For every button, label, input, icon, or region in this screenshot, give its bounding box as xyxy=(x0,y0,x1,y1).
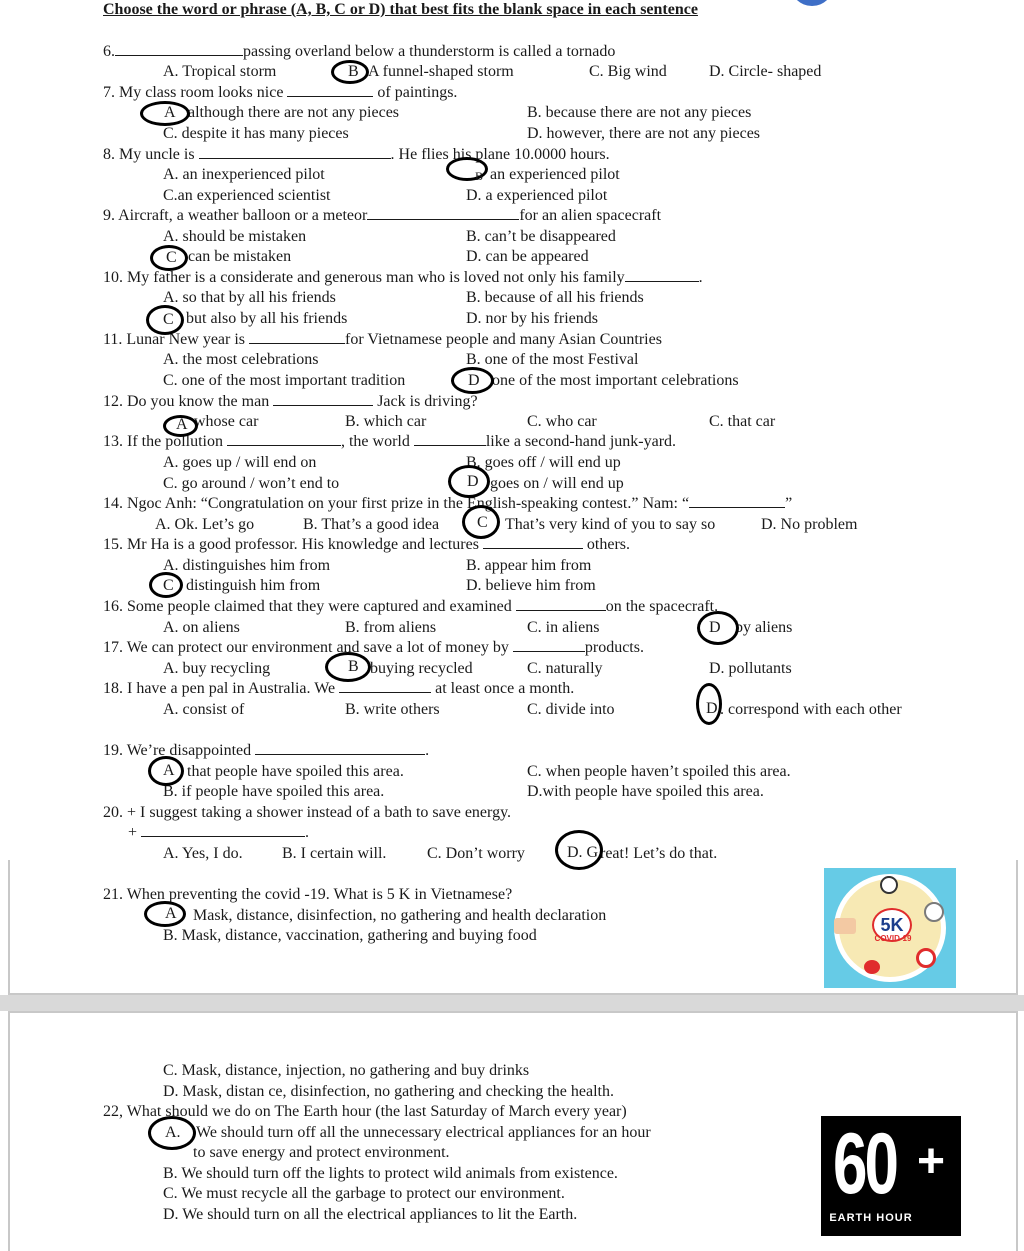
q10-option-d: D. nor by his friends xyxy=(466,310,598,327)
q18-option-a: A. consist of xyxy=(163,701,245,718)
question-22: 22, What should we do on The Earth hour (the last Saturday of March every year) xyxy=(103,1103,627,1120)
q13-option-c: C. go around / won’t end to xyxy=(163,475,340,492)
q9-option-d: D. can be appeared xyxy=(466,248,589,265)
q14-option-a: A. Ok. Let’s go xyxy=(155,516,255,533)
q20-option-a: A. Yes, I do. xyxy=(163,845,243,862)
q6-option-a: A. Tropical storm xyxy=(163,63,277,80)
question-18: 18. I have a pen pal in Australia. We at least once a month. xyxy=(103,680,575,697)
q22-option-a: We should turn off all the unnecessary electrical appliances for an hour xyxy=(196,1124,651,1141)
q6-option-c: C. Big wind xyxy=(589,63,667,80)
q16-option-d: by aliens xyxy=(735,619,793,636)
q16-option-b: B. from aliens xyxy=(345,619,437,636)
q16-option-a: A. on aliens xyxy=(163,619,240,636)
answer-circle-q7: A xyxy=(140,101,190,126)
question-10: 10. My father is a considerate and generous man who is loved not only his family . xyxy=(103,269,703,286)
q20-option-c: C. Don’t worry xyxy=(427,845,525,862)
q18-option-c: C. divide into xyxy=(527,701,615,718)
q12-option-c: C. who car xyxy=(527,413,597,430)
answer-circle-q8: B xyxy=(446,157,488,181)
question-14: 14. Ngoc Anh: “Congratulation on your first prize in the English-speaking contest.” Nam: “ ” xyxy=(103,495,793,512)
q8-option-c: C.an experienced scientist xyxy=(163,187,331,204)
q8-option-a: A. an inexperienced pilot xyxy=(163,166,325,183)
q14-option-c: That’s very kind of you to say so xyxy=(505,516,716,533)
q17-option-c: C. naturally xyxy=(527,660,603,677)
q17-option-d: D. pollutants xyxy=(709,660,792,677)
question-6: 6. passing overland below a thunderstorm is called a tornado xyxy=(103,43,616,60)
q12-option-d: C. that car xyxy=(709,413,776,430)
covid-19-label: COVID-19 xyxy=(874,934,912,943)
page-1-bottom-border xyxy=(8,993,1018,995)
5k-badge: 5K xyxy=(872,908,912,942)
q9-option-a: A. should be mistaken xyxy=(163,228,307,245)
question-19: 19. We’re disappointed . xyxy=(103,742,430,759)
question-17: 17. We can protect our environment and save a lot of money by products. xyxy=(103,639,644,656)
question-9: 9. Aircraft, a weather balloon or a meteor for an alien spacecraft xyxy=(103,207,662,224)
q15-option-c: distinguish him from xyxy=(186,577,321,594)
answer-circle-q12: A xyxy=(163,415,198,437)
answer-circle-q22: A. xyxy=(148,1116,196,1150)
q13-option-b: B. goes off / will end up xyxy=(466,454,621,471)
q10-option-c: but also by all his friends xyxy=(186,310,348,327)
distance-icon xyxy=(834,918,856,934)
question-16: 16. Some people claimed that they were captured and examined on the spacecraft. xyxy=(103,598,719,615)
answer-circle-q19: A xyxy=(148,756,184,786)
q14-option-b: B. That’s a good idea xyxy=(303,516,440,533)
answer-circle-q21: A xyxy=(144,901,186,927)
earth-hour-logo xyxy=(821,1116,961,1236)
q21-option-a: Mask, distance, disinfection, no gathering and health declaration xyxy=(193,907,607,924)
q21-option-d: D. Mask, distan ce, disinfection, no gathering and checking the health. xyxy=(163,1083,614,1100)
answer-circle-q6: B xyxy=(331,60,369,84)
q15-option-d: D. believe him from xyxy=(466,577,596,594)
q18-option-d: . correspond with each other xyxy=(720,701,902,718)
q13-option-d: goes on / will end up xyxy=(490,475,624,492)
q15-option-b: B. appear him from xyxy=(466,557,592,574)
no-gathering-icon xyxy=(916,948,936,968)
page-2-top-border xyxy=(8,1011,1018,1013)
q22-option-b: B. We should turn off the lights to protect wild animals from existence. xyxy=(163,1165,618,1182)
q19-option-b: B. if people have spoiled this area. xyxy=(163,783,385,800)
answer-circle-q15: C xyxy=(149,572,183,598)
q6-option-b: A funnel-shaped storm xyxy=(368,63,514,80)
q6-option-d: D. Circle- shaped xyxy=(709,63,822,80)
q22-option-d: D. We should turn on all the electrical appliances to lit the Earth. xyxy=(163,1206,578,1223)
answer-circle-q14: C xyxy=(462,505,500,539)
q20-option-d: reat! Let’s do that. xyxy=(600,845,718,862)
q15-option-a: A. distinguishes him from xyxy=(163,557,331,574)
q7-option-b: B. because there are not any pieces xyxy=(527,104,752,121)
q21-option-c: C. Mask, distance, injection, no gathering and buy drinks xyxy=(163,1062,530,1079)
q12-option-b: B. which car xyxy=(345,413,427,430)
q18-option-b: B. write others xyxy=(345,701,440,718)
q8-option-b: an experienced pilot xyxy=(490,166,620,183)
question-8: 8. My uncle is . He flies his plane 10.0000 hours. xyxy=(103,146,610,163)
question-20: 20. + I suggest taking a shower instead of a bath to save energy. xyxy=(103,804,512,821)
q10-option-b: B. because of all his friends xyxy=(466,289,644,306)
q17-option-b: buying recycled xyxy=(370,660,473,677)
page-2-right-border xyxy=(1016,1011,1018,1251)
q7-option-a: although there are not any pieces xyxy=(188,104,400,121)
q19-option-a: that people have spoiled this area. xyxy=(187,763,404,780)
q12-option-a: whose car xyxy=(194,413,259,430)
page-1-left-border xyxy=(8,860,10,995)
q11-option-a: A. the most celebrations xyxy=(163,351,319,368)
q11-option-d: one of the most important celebrations xyxy=(492,372,739,389)
q20-reply-line: + . xyxy=(128,824,310,841)
q16-option-c: C. in aliens xyxy=(527,619,600,636)
instructions-heading: Choose the word or phrase (A, B, C or D) that best fits the blank space in each sentence xyxy=(103,1,698,18)
question-7: 7. My class room looks nice of paintings. xyxy=(103,84,458,101)
question-12: 12. Do you know the man Jack is driving? xyxy=(103,393,478,410)
earth-hour-plus: + xyxy=(917,1135,946,1188)
q7-option-c: C. despite it has many pieces xyxy=(163,125,349,142)
mask-person-icon xyxy=(880,876,898,894)
page-2-left-border xyxy=(8,1011,10,1251)
q9-option-c: can be mistaken xyxy=(188,248,292,265)
answer-circle-q10: C xyxy=(146,305,184,335)
q11-option-c: C. one of the most important tradition xyxy=(163,372,406,389)
q7-option-d: D. however, there are not any pieces xyxy=(527,125,761,142)
q17-option-a: A. buy recycling xyxy=(163,660,271,677)
page-gap xyxy=(0,995,1024,1011)
question-15: 15. Mr Ha is a good professor. His knowledge and lectures others. xyxy=(103,536,631,553)
earth-hour-60: 60 xyxy=(833,1116,897,1212)
answer-circle-q18: D xyxy=(696,683,722,725)
covid-5k-image xyxy=(824,868,956,988)
q8-option-d: D. a experienced pilot xyxy=(466,187,608,204)
answer-circle-q16: D xyxy=(697,611,739,645)
q19-option-c: C. when people haven’t spoiled this area. xyxy=(527,763,791,780)
page-1-right-border xyxy=(1016,860,1018,995)
disinfection-icon xyxy=(924,902,944,922)
q21-option-b: B. Mask, distance, vaccination, gathering and buying food xyxy=(163,927,537,944)
declaration-phone-icon xyxy=(864,960,880,974)
q22-option-a-cont: to save energy and protect environment. xyxy=(193,1144,450,1161)
answer-circle-q9: C xyxy=(150,245,188,271)
answer-circle-q11: D xyxy=(451,367,494,394)
q11-option-b: B. one of the most Festival xyxy=(466,351,639,368)
q9-option-b: B. can’t be disappeared xyxy=(466,228,616,245)
q13-option-a: A. goes up / will end on xyxy=(163,454,317,471)
q22-option-c: C. We must recycle all the garbage to protect our environment. xyxy=(163,1185,565,1202)
q19-option-d: D.with people have spoiled this area. xyxy=(527,783,764,800)
answer-circle-q17: B xyxy=(325,652,371,682)
answer-circle-q20: D. G xyxy=(555,830,603,870)
q10-option-a: A. so that by all his friends xyxy=(163,289,336,306)
question-11: 11. Lunar New year is for Vietnamese people and many Asian Countries xyxy=(103,331,662,348)
answer-circle-q13: D xyxy=(448,465,490,498)
q20-option-b: B. I certain will. xyxy=(282,845,387,862)
q14-option-d: D. No problem xyxy=(761,516,858,533)
earth-hour-label: EARTH HOUR xyxy=(829,1212,913,1224)
question-13: 13. If the pollution , the world like a second-hand junk-yard. xyxy=(103,433,677,450)
question-21: 21. When preventing the covid -19. What is 5 K in Vietnamese? xyxy=(103,886,513,903)
